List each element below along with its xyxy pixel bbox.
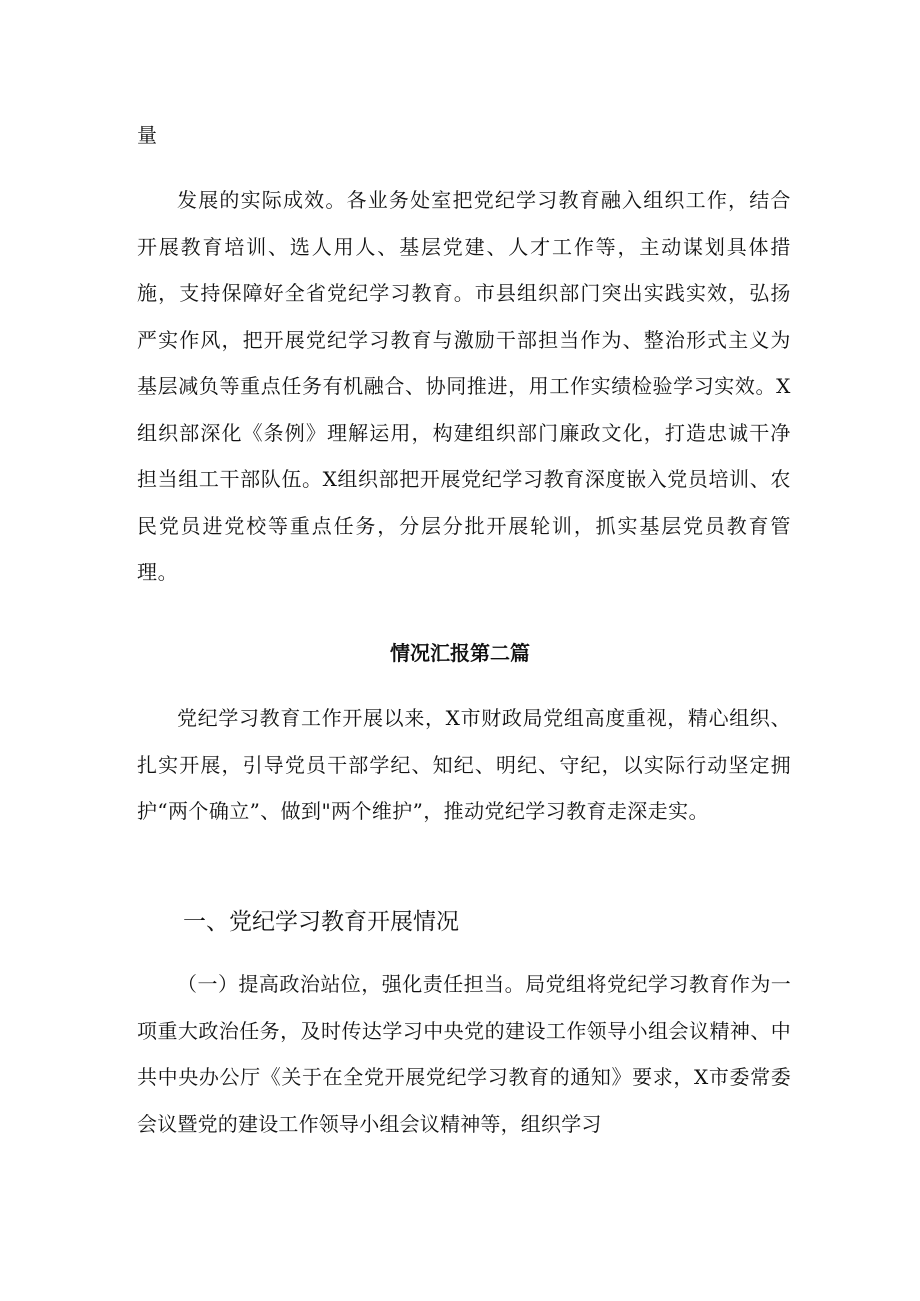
heading-level-1: 一、党纪学习教育开展情况 [183,909,459,935]
body-paragraph-2: 党纪学习教育工作开展以来，X市财政局党组高度重视，精心组织、扎实开展，引导党员干部学纪、知纪、明纪、守纪，以实际行动坚定拥护“两个确立”、做到"两个维护”，推动党纪学习教育走深走实。 [137,706,791,823]
body-paragraph-1: 发展的实际成效。各业务处室把党纪学习教育融入组织工作，结合开展教育培训、选人用人、基层党建、人才工作等，主动谋划具体措施，支持保障好全省党纪学习教育。市县组织部门突出实践实效，弘扬严实作风，把开展党纪学习教育与激励干部担当作为、整治形式主义为基层减负等重点任务有机融合、协同推进，用工作实绩检验学习实效。X组织部深化《条例》理解运用，构建组织部门廉政文化，打造忠诚干净担当组工干部队伍。X组织部把开展党纪学习教育深度嵌入党员培训、农民党员进党校等重点任务，分层分批开展轮训，抓实基层党员教育管理。 [137,188,791,584]
body-paragraph-3: （一）提高政治站位，强化责任担当。局党组将党纪学习教育作为一项重大政治任务，及时传达学习中央党的建设工作领导小组会议精神、中共中央办公厅《关于在全党开展党纪学习教育的通知》要求，X市委常委会议暨党的建设工作领导小组会议精神等，组织学习 [137,972,791,1136]
continued-text-fragment: 量 [137,123,157,147]
section-title: 情况汇报第二篇 [390,641,530,665]
